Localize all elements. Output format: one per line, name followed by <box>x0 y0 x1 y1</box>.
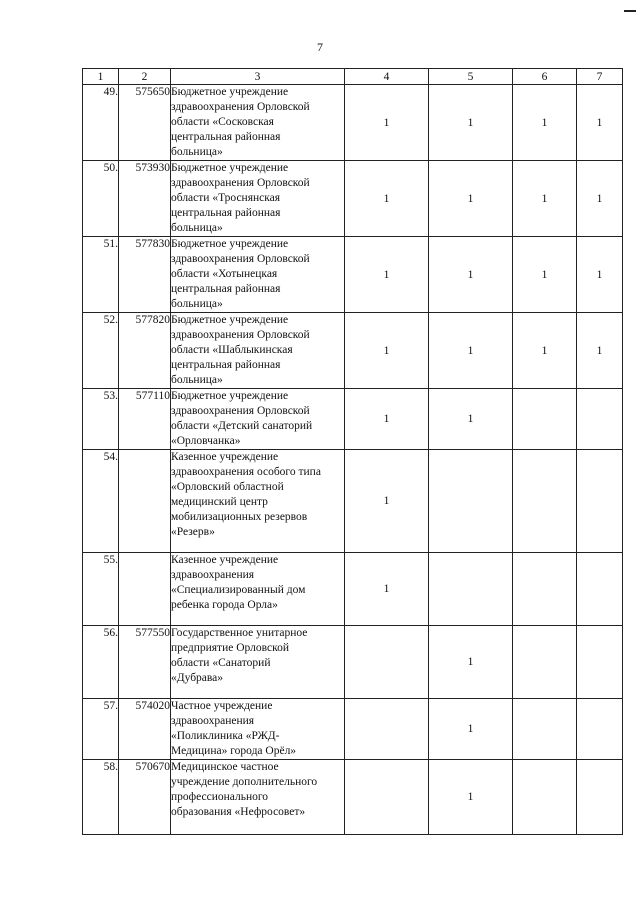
row-col-7 <box>577 389 623 450</box>
row-col-4: 1 <box>345 161 429 237</box>
table-row <box>83 237 623 313</box>
header-col-1: 1 <box>83 69 119 85</box>
name-line: области «Санаторий <box>171 657 271 669</box>
row-number: 56. <box>83 626 119 699</box>
row-col-6: 1 <box>513 237 577 313</box>
name-line: Казенное учреждение <box>171 554 279 566</box>
header-col-3: 3 <box>171 69 345 85</box>
row-col-7: 1 <box>577 161 623 237</box>
row-col-5: 1 <box>429 313 513 389</box>
table-row <box>83 699 623 760</box>
row-col-7: 1 <box>577 313 623 389</box>
table-row <box>83 85 623 161</box>
name-line: здравоохранения Орловской <box>171 329 310 341</box>
row-name <box>171 760 345 835</box>
name-line: области «Сосковская <box>171 116 274 128</box>
row-number: 57. <box>83 699 119 760</box>
name-line: образования «Нефросовет» <box>171 806 306 818</box>
name-line: области «Шаблыкинская <box>171 344 293 356</box>
row-col-7 <box>577 450 623 553</box>
name-line: «Дубрава» <box>171 672 224 684</box>
row-code <box>119 450 171 553</box>
header-col-4: 4 <box>345 69 429 85</box>
name-line: больница» <box>171 146 223 158</box>
row-number: 50. <box>83 161 119 237</box>
row-name <box>171 626 345 699</box>
name-line: центральная районная <box>171 283 281 295</box>
row-code: 577820 <box>119 313 171 389</box>
header-col-5: 5 <box>429 69 513 85</box>
row-col-6: 1 <box>513 85 577 161</box>
row-col-6 <box>513 626 577 699</box>
name-line: Бюджетное учреждение <box>171 86 289 98</box>
name-line: медицинский центр <box>171 496 268 508</box>
header-col-7: 7 <box>577 69 623 85</box>
name-line: области «Хотынецкая <box>171 268 278 280</box>
name-line: Бюджетное учреждение <box>171 390 289 402</box>
row-number: 58. <box>83 760 119 835</box>
page-number: 7 <box>317 40 323 54</box>
row-code: 574020 <box>119 699 171 760</box>
name-line: «Поликлиника «РЖД- <box>171 730 280 742</box>
row-col-7: 1 <box>577 85 623 161</box>
row-name <box>171 237 345 313</box>
row-name <box>171 85 345 161</box>
name-line: области «Детский санаторий <box>171 420 313 432</box>
name-line: Бюджетное учреждение <box>171 162 289 174</box>
table-row <box>83 161 623 237</box>
row-code: 573930 <box>119 161 171 237</box>
name-line: центральная районная <box>171 207 281 219</box>
name-line: центральная районная <box>171 359 281 371</box>
name-line: здравоохранения Орловской <box>171 177 310 189</box>
name-line: здравоохранения <box>171 715 255 727</box>
table-row <box>83 313 623 389</box>
name-line: Бюджетное учреждение <box>171 314 289 326</box>
name-line: центральная районная <box>171 131 281 143</box>
row-col-4 <box>345 699 429 760</box>
row-col-5: 1 <box>429 389 513 450</box>
row-col-6 <box>513 760 577 835</box>
row-col-5: 1 <box>429 760 513 835</box>
row-col-5 <box>429 450 513 553</box>
name-line: Государственное унитарное <box>171 627 308 639</box>
header-col-6: 6 <box>513 69 577 85</box>
table-row <box>83 760 623 835</box>
header-row <box>83 69 623 85</box>
row-col-5: 1 <box>429 161 513 237</box>
name-line: мобилизационных резервов <box>171 511 308 523</box>
row-name <box>171 313 345 389</box>
name-line: «Резерв» <box>171 526 215 538</box>
row-name <box>171 389 345 450</box>
row-col-5: 1 <box>429 699 513 760</box>
row-number: 53. <box>83 389 119 450</box>
name-line: Бюджетное учреждение <box>171 238 289 250</box>
table-row <box>83 553 623 626</box>
name-line: «Специализированный дом <box>171 584 306 596</box>
name-line: области «Троснянская <box>171 192 281 204</box>
row-col-7 <box>577 553 623 626</box>
row-code <box>119 553 171 626</box>
row-col-7: 1 <box>577 237 623 313</box>
name-line: «Орловский областной <box>171 481 284 493</box>
row-name <box>171 553 345 626</box>
row-code: 575650 <box>119 85 171 161</box>
row-code: 577550 <box>119 626 171 699</box>
row-number: 52. <box>83 313 119 389</box>
name-line: учреждение дополнительного <box>171 776 318 788</box>
row-col-6: 1 <box>513 313 577 389</box>
name-line: Казенное учреждение <box>171 451 279 463</box>
row-col-4: 1 <box>345 553 429 626</box>
row-col-4: 1 <box>345 389 429 450</box>
name-line: здравоохранения Орловской <box>171 253 310 265</box>
row-col-5 <box>429 553 513 626</box>
row-number: 49. <box>83 85 119 161</box>
name-line: больница» <box>171 298 223 310</box>
row-name <box>171 699 345 760</box>
row-number: 54. <box>83 450 119 553</box>
row-col-4 <box>345 626 429 699</box>
row-col-4: 1 <box>345 450 429 553</box>
name-line: Медицинское частное <box>171 761 279 773</box>
row-name <box>171 450 345 553</box>
name-line: профессионального <box>171 791 269 803</box>
row-code: 577830 <box>119 237 171 313</box>
name-line: предприятие Орловской <box>171 642 289 654</box>
row-col-6 <box>513 450 577 553</box>
row-col-6 <box>513 389 577 450</box>
row-code: 570670 <box>119 760 171 835</box>
name-line: ребенка города Орла» <box>171 599 278 611</box>
row-number: 55. <box>83 553 119 626</box>
name-line: здравоохранения Орловской <box>171 405 310 417</box>
name-line: здравоохранения Орловской <box>171 101 310 113</box>
row-col-6 <box>513 553 577 626</box>
row-col-7 <box>577 699 623 760</box>
name-line: «Орловчанка» <box>171 435 241 447</box>
row-col-6 <box>513 699 577 760</box>
table-row <box>83 626 623 699</box>
row-code: 577110 <box>119 389 171 450</box>
row-col-7 <box>577 626 623 699</box>
row-col-7 <box>577 760 623 835</box>
name-line: Частное учреждение <box>171 700 273 712</box>
row-col-4: 1 <box>345 85 429 161</box>
row-col-4: 1 <box>345 237 429 313</box>
row-number: 51. <box>83 237 119 313</box>
row-col-4 <box>345 760 429 835</box>
row-col-5: 1 <box>429 237 513 313</box>
name-line: здравоохранения <box>171 569 255 581</box>
row-col-5: 1 <box>429 626 513 699</box>
row-col-5: 1 <box>429 85 513 161</box>
corner-mark <box>624 10 636 12</box>
table-row <box>83 389 623 450</box>
header-col-2: 2 <box>119 69 171 85</box>
name-line: больница» <box>171 222 223 234</box>
name-line: Медицина» города Орёл» <box>171 745 297 757</box>
institutions-table <box>82 68 623 835</box>
row-col-4: 1 <box>345 313 429 389</box>
row-col-6: 1 <box>513 161 577 237</box>
row-name <box>171 161 345 237</box>
name-line: больница» <box>171 374 223 386</box>
table-row <box>83 450 623 553</box>
name-line: здравоохранения особого типа <box>171 466 321 478</box>
